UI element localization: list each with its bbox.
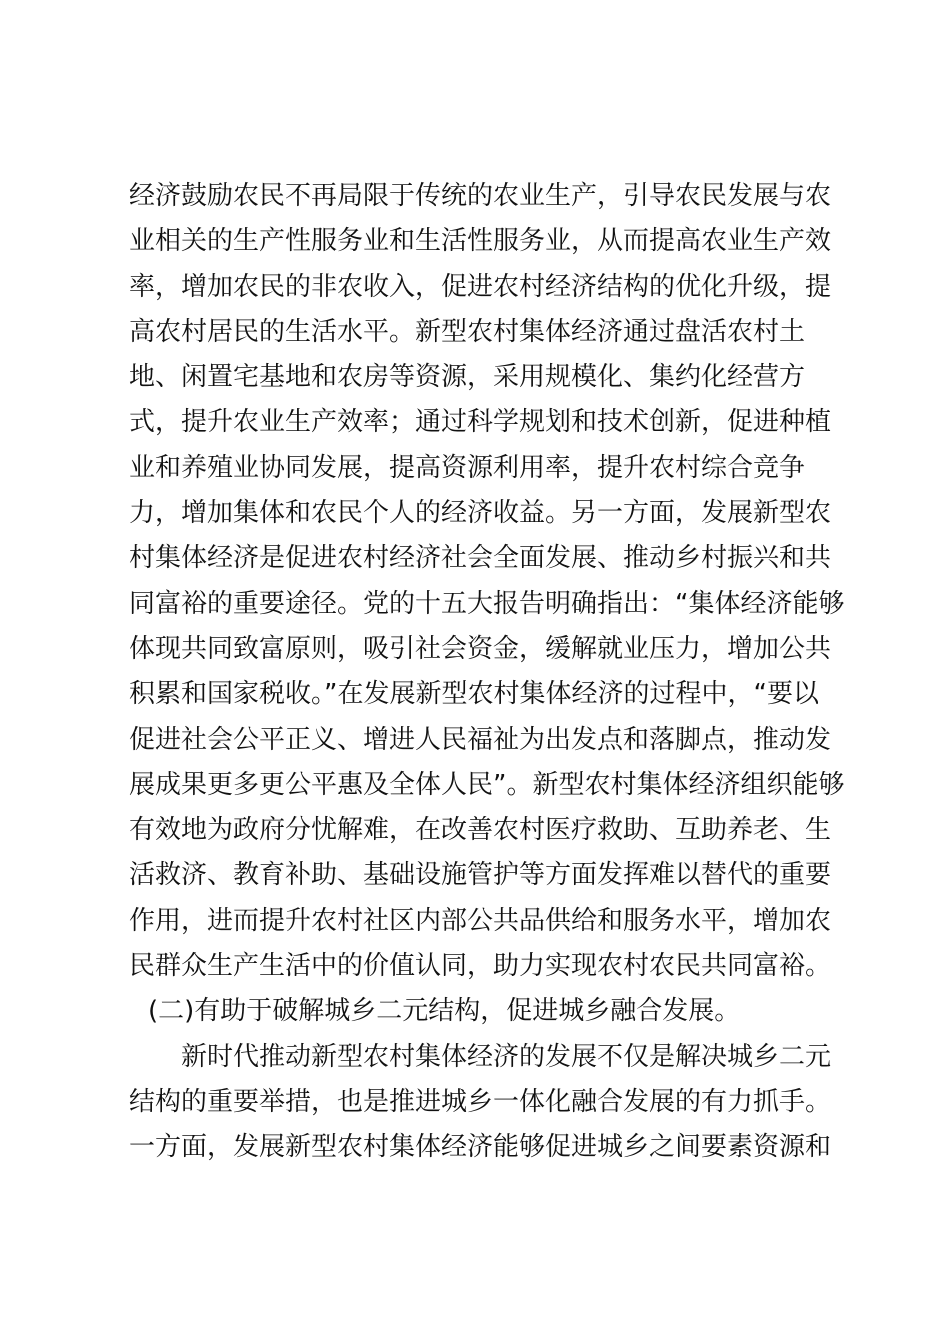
paragraph-first-line: 新时代推动新型农村集体经济的发展不仅是解决城乡二元 xyxy=(181,1041,832,1072)
text-line: 率，增加农民的非农收入，促进农村经济结构的优化升级，提 xyxy=(129,271,832,302)
text-line: 力，增加集体和农民个人的经济收益。另一方面，发展新型农 xyxy=(129,498,832,529)
text-line: 有效地为政府分忧解难，在改善农村医疗救助、互助养老、生 xyxy=(129,815,832,846)
text-line: 积累和国家税收。”在发展新型农村集体经济的过程中，“要以 xyxy=(129,679,819,710)
text-line: 结构的重要举措，也是推进城乡一体化融合发展的有力抓手。 xyxy=(129,1086,832,1117)
text-line: 高农村居民的生活水平。新型农村集体经济通过盘活农村土 xyxy=(129,316,806,347)
text-line: 一方面，发展新型农村集体经济能够促进城乡之间要素资源和 xyxy=(129,1132,832,1163)
text-line: 村集体经济是促进农村经济社会全面发展、推动乡村振兴和共 xyxy=(129,543,832,574)
section-heading: (二)有助于破解城乡二元结构，促进城乡融合发展。 xyxy=(148,996,741,1027)
document-body xyxy=(129,174,845,1171)
text-line: 促进社会公平正义、增进人民福祉为出发点和落脚点，推动发 xyxy=(129,724,832,755)
text-line: 地、闲置宅基地和农房等资源，采用规模化、集约化经营方 xyxy=(129,362,806,393)
text-line: 业相关的生产性服务业和生活性服务业，从而提高农业生产效 xyxy=(129,226,832,257)
text-line: 民群众生产生活中的价值认同，助力实现农村农民共同富裕。 xyxy=(129,951,832,982)
text-line: 展成果更多更公平惠及全体人民”。新型农村集体经济组织能够 xyxy=(129,769,845,800)
text-line: 作用，进而提升农村社区内部公共品供给和服务水平，增加农 xyxy=(129,905,832,936)
text-line: 业和养殖业协同发展，提高资源利用率，提升农村综合竞争 xyxy=(129,452,806,483)
text-line: 活救济、教育补助、基础设施管护等方面发挥难以替代的重要 xyxy=(129,860,832,891)
text-line: 经济鼓励农民不再局限于传统的农业生产，引导农民发展与农 xyxy=(129,181,832,211)
text-line: 同富裕的重要途径。党的十五大报告明确指出：“集体经济能够 xyxy=(129,588,845,619)
text-line: 式，提升农业生产效率；通过科学规划和技术创新，促进种植 xyxy=(129,407,832,438)
text-line: 体现共同致富原则，吸引社会资金，缓解就业压力，增加公共 xyxy=(129,633,832,664)
